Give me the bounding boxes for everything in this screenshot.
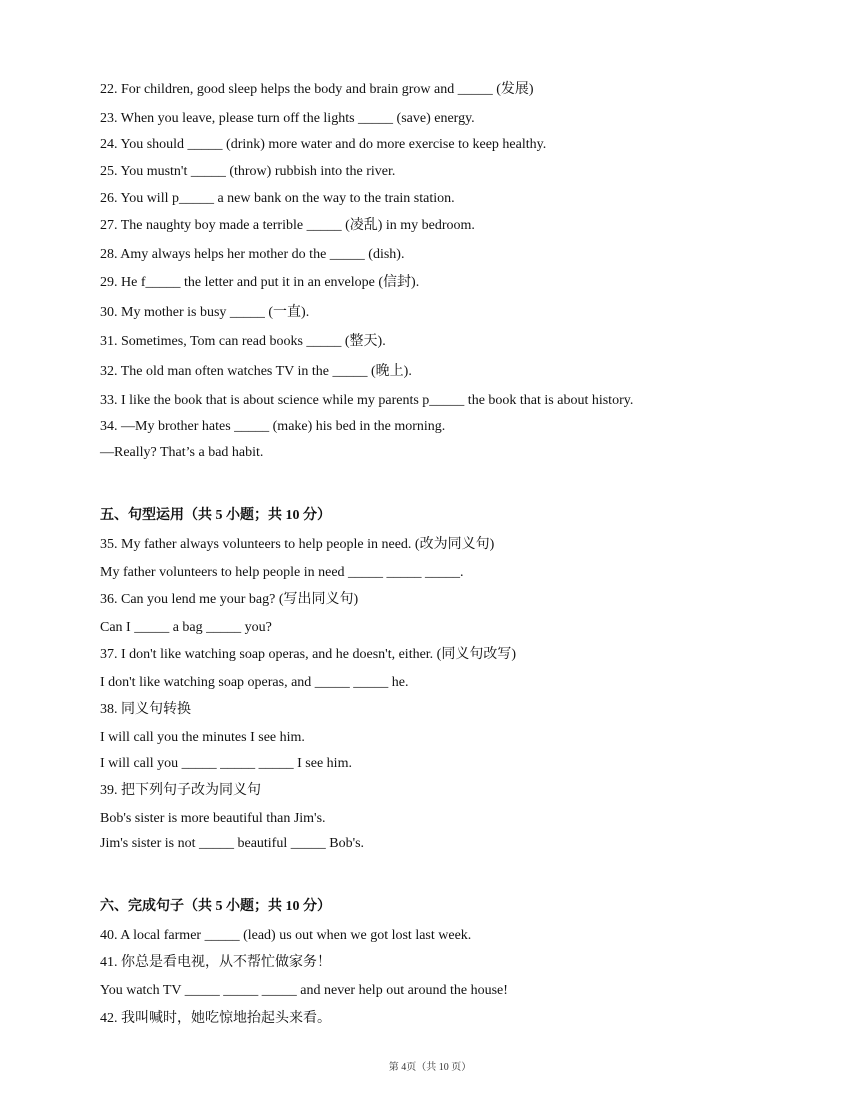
question-37: 37. I don't like watching soap operas, and he doesn't, either. (同义句改写) [100, 647, 517, 662]
question-39-answer-line: Jim's sister is not _____ beautiful _____ Bob's. [100, 836, 365, 851]
question-28: 28. Amy always helps her mother do the _____ (dish). [100, 247, 405, 262]
page-footer: 第 4页（共 10 页） [388, 1062, 472, 1073]
question-34-reply: —Really? That’s a bad habit. [100, 445, 264, 460]
question-38-answer-line: I will call you _____ _____ _____ I see him. [100, 756, 352, 771]
question-40: 40. A local farmer _____ (lead) us out when we got lost last week. [100, 928, 472, 943]
question-36-answer-line: Can I _____ a bag _____ you? [100, 620, 272, 635]
question-41: 41. 你总是看电视，从不帮忙做家务！ [100, 955, 331, 970]
question-34-prompt: 34. —My brother hates _____ (make) his bed in the morning. [100, 419, 446, 434]
question-29: 29. He f_____ the letter and put it in an envelope (信封). [100, 275, 420, 290]
question-27: 27. The naughty boy made a terrible _____ (凌乱) in my bedroom. [100, 218, 475, 233]
question-38: 38. 同义句转换 [100, 702, 191, 717]
question-39: 39. 把下列句子改为同义句 [100, 783, 261, 798]
question-22: 22. For children, good sleep helps the body and brain grow and _____ (发展) [100, 82, 534, 97]
question-36: 36. Can you lend me your bag? (写出同义句) [100, 592, 359, 607]
section-6-heading: 六、完成句子（共 5 小题；共 10 分） [100, 899, 331, 914]
question-39-original: Bob's sister is more beautiful than Jim's. [100, 811, 326, 826]
question-38-original: I will call you the minutes I see him. [100, 730, 305, 745]
question-37-answer-line: I don't like watching soap operas, and _____ _____ he. [100, 675, 409, 690]
question-25: 25. You mustn't _____ (throw) rubbish into the river. [100, 164, 396, 179]
section-5-heading: 五、句型运用（共 5 小题；共 10 分） [100, 508, 331, 523]
question-24: 24. You should _____ (drink) more water and do more exercise to keep healthy. [100, 137, 547, 152]
question-35: 35. My father always volunteers to help people in need. (改为同义句) [100, 537, 495, 552]
question-32: 32. The old man often watches TV in the _____ (晚上). [100, 364, 412, 379]
question-33: 33. I like the book that is about science while my parents p_____ the book that is about history. [100, 393, 634, 408]
question-23: 23. When you leave, please turn off the lights _____ (save) energy. [100, 111, 475, 126]
question-41-answer-line: You watch TV _____ _____ _____ and never help out around the house! [100, 983, 508, 998]
question-30: 30. My mother is busy _____ (一直). [100, 305, 310, 320]
question-26: 26. You will p_____ a new bank on the way to the train station. [100, 191, 455, 206]
question-35-answer-line: My father volunteers to help people in need _____ _____ _____. [100, 565, 464, 580]
question-31: 31. Sometimes, Tom can read books _____ (整天). [100, 334, 386, 349]
question-42: 42. 我叫喊时，她吃惊地抬起头来看。 [100, 1011, 331, 1026]
